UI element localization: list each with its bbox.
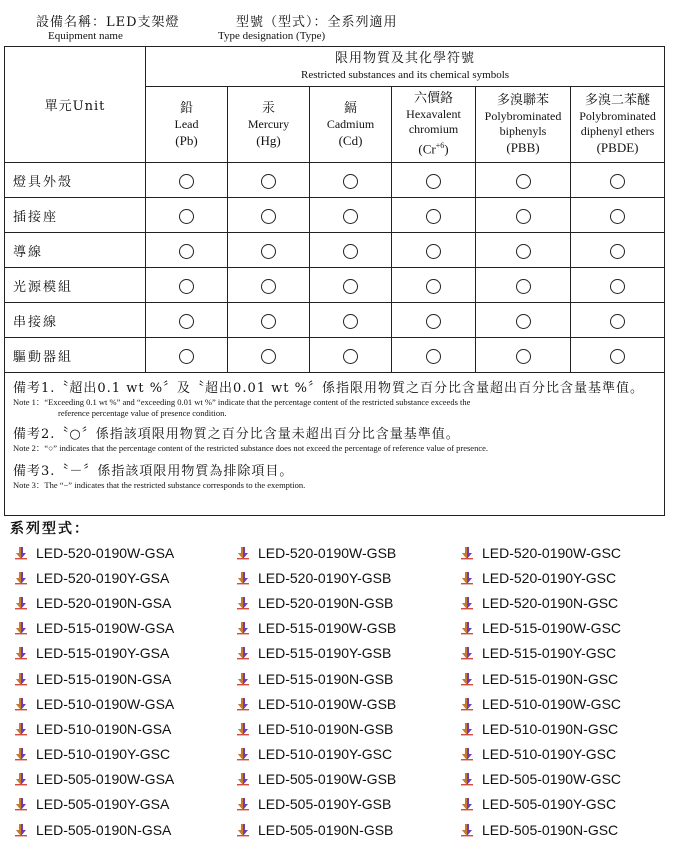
series-model-list xyxy=(14,540,674,845)
substance-header xyxy=(310,87,392,163)
compliance-cell xyxy=(310,303,392,338)
model-code: LED-515-0190W-GSB xyxy=(258,620,397,637)
circle-mark-icon xyxy=(516,244,531,259)
list-item xyxy=(14,666,234,691)
list-item xyxy=(460,641,680,666)
circle-mark-icon xyxy=(261,349,276,364)
compliance-cell xyxy=(310,338,392,373)
list-item xyxy=(460,590,680,615)
down-arrow-icon xyxy=(460,797,474,811)
compliance-cell xyxy=(392,233,476,268)
substance-name-zh: 多溴二苯醚 xyxy=(585,93,651,108)
note-text-en-line: Note 1：“Exceeding 0.1 wt %” and “exceeding 0.01 wt %” indicate that the percentage content of the restricted substance exceeds the xyxy=(13,397,471,407)
substance-header xyxy=(228,87,310,163)
list-item xyxy=(460,565,680,590)
compliance-cell xyxy=(392,338,476,373)
substance-symbol: (Pb) xyxy=(175,132,198,148)
circle-mark-icon xyxy=(261,314,276,329)
substance-symbol: (Hg) xyxy=(256,132,281,148)
table-row xyxy=(5,338,665,373)
down-arrow-icon xyxy=(460,596,474,610)
model-code: LED-520-0190Y-GSA xyxy=(36,569,170,586)
compliance-cell xyxy=(571,303,665,338)
equipment-name-en: Equipment name xyxy=(48,30,123,42)
model-code: LED-510-0190Y-GSC xyxy=(482,746,617,763)
list-item xyxy=(460,817,680,842)
note-text-zh: 備考3.〝－〞係指該項限用物質為排除項目。 xyxy=(13,464,294,479)
compliance-cell xyxy=(392,163,476,198)
down-arrow-icon xyxy=(460,672,474,686)
down-arrow-icon xyxy=(14,646,28,660)
down-arrow-icon xyxy=(14,546,28,560)
model-code: LED-515-0190N-GSB xyxy=(258,670,394,687)
circle-mark-icon xyxy=(426,209,441,224)
model-code: LED-520-0190N-GSC xyxy=(482,594,619,611)
model-code: LED-515-0190Y-GSB xyxy=(258,645,392,662)
compliance-cell xyxy=(228,268,310,303)
substance-symbol: (PBDE) xyxy=(596,140,639,155)
compliance-cell xyxy=(310,198,392,233)
down-arrow-icon xyxy=(460,697,474,711)
note-text-zh: 備考2.〝○〞係指該項限用物質之百分比含量未超出百分比含量基準值。 xyxy=(13,427,460,442)
series-column xyxy=(236,540,456,842)
model-code: LED-505-0190Y-GSC xyxy=(482,796,617,813)
model-code: LED-510-0190N-GSA xyxy=(36,720,172,737)
substance-header xyxy=(392,87,476,163)
circle-mark-icon xyxy=(426,349,441,364)
series-column xyxy=(460,540,680,842)
note-2 xyxy=(13,427,656,454)
down-arrow-icon xyxy=(236,797,250,811)
down-arrow-icon xyxy=(460,546,474,560)
compliance-cell xyxy=(146,163,228,198)
down-arrow-icon xyxy=(460,571,474,585)
circle-mark-icon xyxy=(179,314,194,329)
list-item xyxy=(460,742,680,767)
unit-name: 串接線 xyxy=(5,303,146,338)
circle-mark-icon xyxy=(343,314,358,329)
substance-symbol: $(Cr^{+6})$ xyxy=(418,141,449,157)
table-row xyxy=(5,163,665,198)
compliance-cell xyxy=(146,338,228,373)
model-code: LED-505-0190N-GSA xyxy=(36,821,172,838)
down-arrow-icon xyxy=(460,823,474,837)
list-item xyxy=(14,616,234,641)
model-code: LED-520-0190N-GSB xyxy=(258,594,394,611)
down-arrow-icon xyxy=(236,571,250,585)
substance-name-zh: 六價鉻 xyxy=(413,91,453,107)
list-item xyxy=(236,641,456,666)
model-code: LED-505-0190W-GSC xyxy=(482,771,622,788)
type-designation-zh: 型號（型式）：全系列適用 xyxy=(236,15,398,30)
list-item xyxy=(236,616,456,641)
substance-header xyxy=(571,87,665,163)
circle-mark-icon xyxy=(610,209,625,224)
list-item xyxy=(460,691,680,716)
model-code: LED-510-0190Y-GSC xyxy=(258,746,393,763)
table-row xyxy=(5,303,665,338)
list-item xyxy=(236,565,456,590)
note-text-en xyxy=(13,443,656,454)
unit-name: 導線 xyxy=(5,233,146,268)
model-code: LED-510-0190N-GSC xyxy=(482,720,619,737)
list-item xyxy=(14,716,234,741)
compliance-cell xyxy=(146,198,228,233)
list-item xyxy=(460,716,680,741)
restricted-substances-table xyxy=(4,46,665,516)
circle-mark-icon xyxy=(179,244,194,259)
table-row xyxy=(5,233,665,268)
model-code: LED-505-0190W-GSB xyxy=(258,771,397,788)
down-arrow-icon xyxy=(236,772,250,786)
model-code: LED-510-0190Y-GSC xyxy=(36,746,171,763)
model-code: LED-520-0190W-GSA xyxy=(36,544,175,561)
model-code: LED-515-0190W-GSC xyxy=(482,620,622,637)
compliance-cell xyxy=(146,233,228,268)
down-arrow-icon xyxy=(236,697,250,711)
model-code: LED-515-0190W-GSA xyxy=(36,620,175,637)
model-code: LED-520-0190Y-GSC xyxy=(482,569,617,586)
list-item xyxy=(14,691,234,716)
circle-mark-icon xyxy=(261,174,276,189)
substance-symbol: (Cd) xyxy=(338,132,363,148)
model-code: LED-510-0190N-GSB xyxy=(258,720,394,737)
unit-name: 插接座 xyxy=(5,198,146,233)
model-code: LED-515-0190Y-GSC xyxy=(482,645,617,662)
circle-mark-icon xyxy=(343,174,358,189)
list-item xyxy=(236,742,456,767)
circle-mark-icon xyxy=(426,244,441,259)
circle-mark-icon xyxy=(610,279,625,294)
model-code: LED-515-0190Y-GSA xyxy=(36,645,170,662)
model-code: LED-515-0190N-GSA xyxy=(36,670,172,687)
unit-name: 燈具外殼 xyxy=(5,163,146,198)
list-item xyxy=(14,590,234,615)
down-arrow-icon xyxy=(14,797,28,811)
down-arrow-icon xyxy=(236,672,250,686)
substances-group-header xyxy=(146,47,665,87)
model-code: LED-520-0190W-GSB xyxy=(258,544,397,561)
substance-name-zh: 鎘 xyxy=(343,100,357,116)
series-title: 系列型式： xyxy=(10,521,90,537)
circle-mark-icon xyxy=(261,244,276,259)
list-item xyxy=(14,792,234,817)
compliance-cell xyxy=(146,268,228,303)
table-row xyxy=(5,268,665,303)
circle-mark-icon xyxy=(516,279,531,294)
notes-row xyxy=(5,373,665,516)
list-item xyxy=(236,590,456,615)
equipment-name-zh: 設備名稱：LED支架燈 xyxy=(36,15,180,30)
list-item xyxy=(236,767,456,792)
circle-mark-icon xyxy=(179,174,194,189)
compliance-cell xyxy=(310,233,392,268)
list-item xyxy=(236,666,456,691)
list-item xyxy=(236,716,456,741)
notes-cell xyxy=(5,373,665,516)
down-arrow-icon xyxy=(14,722,28,736)
substance-symbol: (PBB) xyxy=(506,140,540,155)
list-item xyxy=(460,540,680,565)
substances-group-header-zh: 限用物質及其化學符號 xyxy=(335,51,476,66)
substance-name-en: Polybrominated biphenyls xyxy=(484,109,562,138)
compliance-cell xyxy=(310,163,392,198)
down-arrow-icon xyxy=(460,722,474,736)
down-arrow-icon xyxy=(236,823,250,837)
circle-mark-icon xyxy=(343,279,358,294)
compliance-cell xyxy=(476,233,571,268)
list-item xyxy=(14,641,234,666)
model-code: LED-520-0190N-GSA xyxy=(36,594,172,611)
circle-mark-icon xyxy=(261,279,276,294)
down-arrow-icon xyxy=(14,823,28,837)
down-arrow-icon xyxy=(460,621,474,635)
model-code: LED-515-0190N-GSC xyxy=(482,670,619,687)
down-arrow-icon xyxy=(236,621,250,635)
circle-mark-icon xyxy=(516,209,531,224)
circle-mark-icon xyxy=(261,209,276,224)
down-arrow-icon xyxy=(14,697,28,711)
list-item xyxy=(236,817,456,842)
down-arrow-icon xyxy=(14,596,28,610)
substance-header xyxy=(476,87,571,163)
unit-name: 驅動器組 xyxy=(5,338,146,373)
compliance-cell xyxy=(392,303,476,338)
down-arrow-icon xyxy=(236,546,250,560)
substance-name-en: Cadmium xyxy=(326,116,375,131)
compliance-cell xyxy=(228,338,310,373)
down-arrow-icon xyxy=(236,646,250,660)
circle-mark-icon xyxy=(179,349,194,364)
model-code: LED-510-0190W-GSA xyxy=(36,695,175,712)
model-code: LED-520-0190Y-GSB xyxy=(258,569,392,586)
compliance-cell xyxy=(392,198,476,233)
compliance-cell xyxy=(392,268,476,303)
circle-mark-icon xyxy=(516,174,531,189)
model-code: LED-520-0190W-GSC xyxy=(482,544,622,561)
list-item xyxy=(460,616,680,641)
model-code: LED-505-0190Y-GSA xyxy=(36,796,170,813)
list-item xyxy=(14,540,234,565)
model-code: LED-510-0190W-GSC xyxy=(482,695,622,712)
unit-column-header: 單元Unit xyxy=(5,47,146,163)
circle-mark-icon xyxy=(343,244,358,259)
note-text-en xyxy=(13,397,656,419)
note-text-en-continuation: reference percentage value of presence condition. xyxy=(58,408,227,418)
list-item xyxy=(460,792,680,817)
compliance-cell xyxy=(146,303,228,338)
down-arrow-icon xyxy=(460,646,474,660)
circle-mark-icon xyxy=(516,314,531,329)
compliance-cell xyxy=(228,233,310,268)
type-designation-en: Type designation (Type) xyxy=(218,30,326,42)
circle-mark-icon xyxy=(343,209,358,224)
list-item xyxy=(460,767,680,792)
substance-name-zh: 汞 xyxy=(261,100,275,116)
note-text-en xyxy=(13,480,656,491)
note-1 xyxy=(13,381,656,419)
circle-mark-icon xyxy=(516,349,531,364)
down-arrow-icon xyxy=(236,747,250,761)
down-arrow-icon xyxy=(14,772,28,786)
compliance-cell xyxy=(476,303,571,338)
down-arrow-icon xyxy=(460,772,474,786)
down-arrow-icon xyxy=(14,747,28,761)
note-text-en-line: Note 3：The “−” indicates that the restricted substance corresponds to the exemption. xyxy=(13,480,306,490)
circle-mark-icon xyxy=(426,314,441,329)
compliance-cell xyxy=(571,198,665,233)
substance-name-en: Hexavalent chromium xyxy=(406,107,461,137)
substance-header xyxy=(146,87,228,163)
compliance-cell xyxy=(228,163,310,198)
note-text-en-line: Note 2：“○” indicates that the percentage content of the restricted substance does not exceed the percentage of reference value of presence. xyxy=(13,443,488,453)
down-arrow-icon xyxy=(14,621,28,635)
compliance-cell xyxy=(310,268,392,303)
list-item xyxy=(14,565,234,590)
circle-mark-icon xyxy=(179,279,194,294)
series-column xyxy=(14,540,234,842)
down-arrow-icon xyxy=(14,672,28,686)
compliance-cell xyxy=(571,338,665,373)
circle-mark-icon xyxy=(610,349,625,364)
note-text-zh: 備考1.〝超出0.1 wt %〞及〝超出0.01 wt %〞係指限用物質之百分比含量超出百分比含量基準值。 xyxy=(13,381,644,396)
substance-name-zh: 多溴聯苯 xyxy=(496,93,549,108)
list-item xyxy=(236,691,456,716)
compliance-cell xyxy=(228,303,310,338)
down-arrow-icon xyxy=(14,571,28,585)
substances-group-header-en: Restricted substances and its chemical symbols xyxy=(301,69,510,81)
document-header xyxy=(0,0,682,46)
circle-mark-icon xyxy=(343,349,358,364)
compliance-cell xyxy=(476,198,571,233)
compliance-cell xyxy=(476,338,571,373)
substance-name-en: Polybrominated diphenyl ethers xyxy=(579,109,656,138)
list-item xyxy=(14,817,234,842)
circle-mark-icon xyxy=(610,314,625,329)
down-arrow-icon xyxy=(460,747,474,761)
down-arrow-icon xyxy=(236,596,250,610)
model-code: LED-505-0190W-GSA xyxy=(36,771,175,788)
list-item xyxy=(14,767,234,792)
circle-mark-icon xyxy=(179,209,194,224)
unit-name: 光源模組 xyxy=(5,268,146,303)
compliance-cell xyxy=(571,268,665,303)
compliance-cell xyxy=(571,233,665,268)
model-code: LED-510-0190W-GSB xyxy=(258,695,397,712)
model-code: LED-505-0190N-GSC xyxy=(482,821,619,838)
list-item xyxy=(14,742,234,767)
compliance-cell xyxy=(476,163,571,198)
compliance-cell xyxy=(476,268,571,303)
substance-name-en: Lead xyxy=(174,116,199,131)
down-arrow-icon xyxy=(236,722,250,736)
circle-mark-icon xyxy=(426,174,441,189)
list-item xyxy=(460,666,680,691)
substance-name-zh: 鉛 xyxy=(179,100,193,116)
model-code: LED-505-0190Y-GSB xyxy=(258,796,392,813)
compliance-cell xyxy=(228,198,310,233)
list-item xyxy=(236,792,456,817)
compliance-cell xyxy=(571,163,665,198)
substance-name-en: Mercury xyxy=(247,116,290,131)
note-3 xyxy=(13,464,656,491)
model-code: LED-505-0190N-GSB xyxy=(258,821,394,838)
circle-mark-icon xyxy=(610,244,625,259)
circle-mark-icon xyxy=(426,279,441,294)
circle-mark-icon xyxy=(610,174,625,189)
list-item xyxy=(236,540,456,565)
table-row xyxy=(5,198,665,233)
